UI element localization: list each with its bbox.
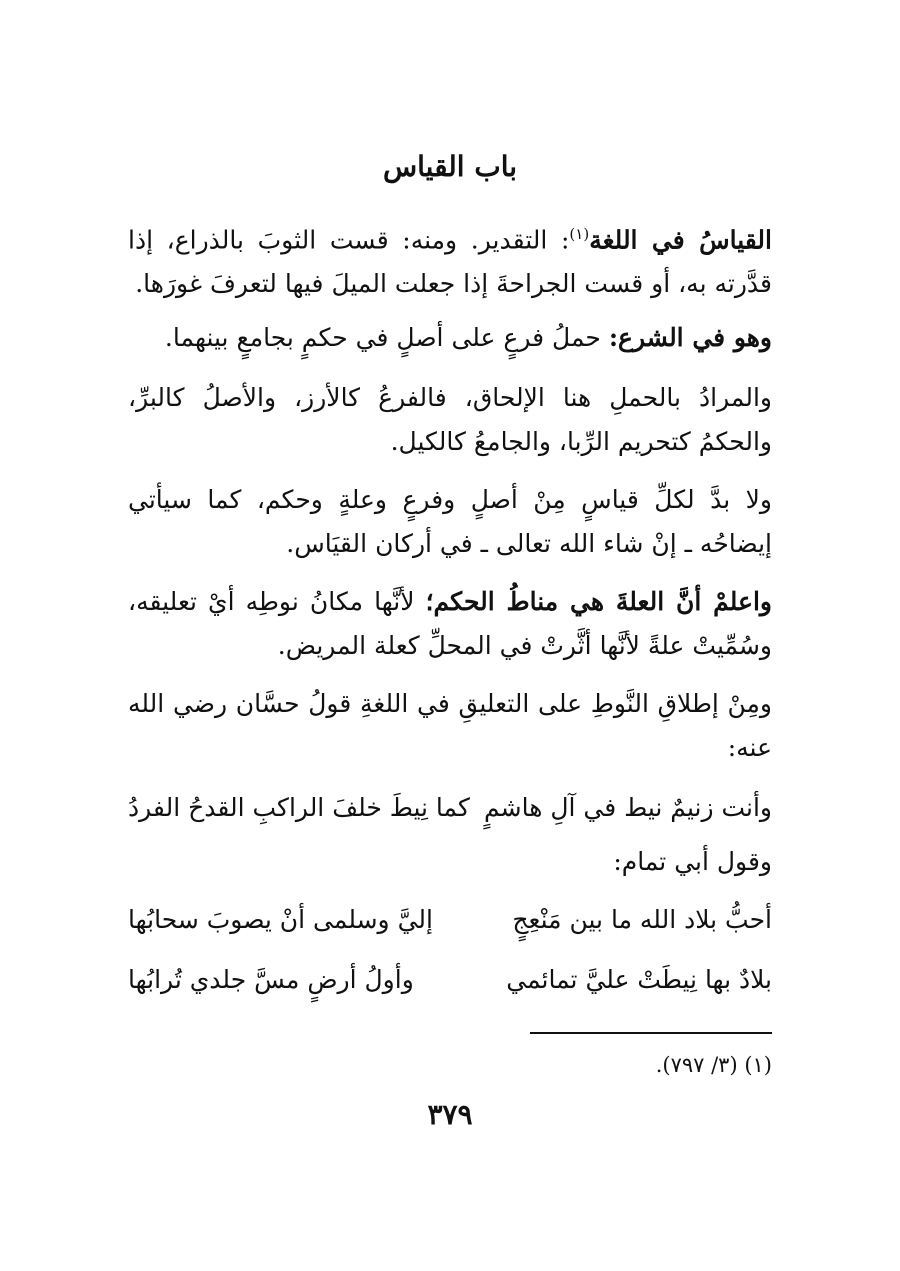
verse-first-hemistich: بلادٌ بها نِيطَتْ عليَّ تمائمي — [506, 965, 772, 994]
term-bold: القياسُ في اللغة — [589, 225, 772, 255]
page-number: ٣٧٩ — [427, 1098, 473, 1131]
verse-second-hemistich: إليَّ وسلمى أنْ يصوبَ سحابُها — [128, 905, 433, 934]
footnote-separator — [530, 1032, 772, 1034]
paragraph-illa — [128, 580, 772, 668]
paragraph-text: : التقدير. ومنه: قست الثوبَ بالذراع، إذا قدَّرته به، أو قست الجراحةَ إذا جعلت الميلَ فيها لتعرفَ غورَها. — [128, 225, 772, 299]
footnote-marker: (١) — [569, 225, 590, 243]
term-bold: واعلمْ أنَّ العلةَ هي مناطُ الحكم؛ — [425, 587, 772, 616]
paragraph-text: حملُ فرعٍ على أصلٍ في حكمٍ بجامعٍ بينهما. — [164, 323, 609, 352]
chapter-title: باب القياس — [382, 150, 518, 183]
paragraph-definition-language — [128, 212, 772, 306]
verse-first-hemistich: أحبُّ بلاد الله ما بين مَنْعِجٍ — [512, 905, 772, 934]
verse-first-hemistich: وأنت زنيمٌ نيط في آلِ هاشمٍ — [484, 793, 772, 822]
term-bold: وهو في الشرع: — [608, 323, 772, 352]
verse-intro: وقول أبي تمام: — [613, 847, 772, 876]
paragraph-hassan: ومِنْ إطلاقِ النَّوطِ على التعليقِ في اللغةِ قولُ حسَّان رضي الله عنه: — [128, 689, 772, 762]
verse-line — [128, 898, 772, 942]
footnote: (١) (٣/ ٧٩٧). — [655, 1053, 772, 1077]
paragraph-meaning: والمرادُ بالحملِ هنا الإلحاق، فالفرعُ كالأرز، والأصلُ كالبرِّ، والحكمُ كتحريم الرِّبا، والجامعُ كالكيل. — [128, 383, 772, 456]
paragraph-pillars: ولا بدَّ لكلِّ قياسٍ مِنْ أصلٍ وفرعٍ وعلةٍ وحكم، كما سيأتي إيضاحُه ـ إنْ شاء الله تعالى ـ في أركان القيَاس. — [128, 485, 772, 558]
paragraph-text: لأنَّها مكانُ نوطِه أيْ تعليقه، وسُمِّيتْ علةً لأنَّها أثَّرتْ في المحلِّ كعلة المريض. — [128, 587, 772, 660]
verse-line — [128, 786, 772, 830]
verse-second-hemistich: وأولُ أرضٍ مسَّ جلدي تُرابُها — [128, 965, 414, 994]
paragraph-definition-sharia — [128, 316, 772, 360]
verse-second-hemistich: كما نِيطَ خلفَ الراكبِ القدحُ الفردُ — [128, 793, 470, 822]
verse-line — [128, 958, 772, 1002]
